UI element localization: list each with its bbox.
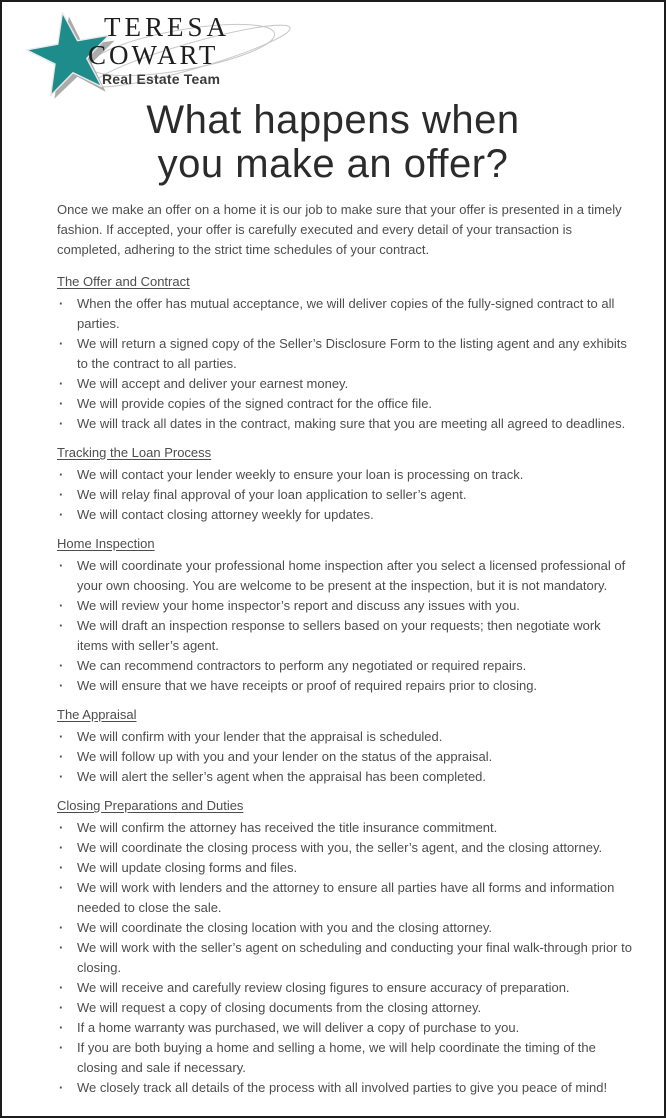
bullet-item: · We will contact your lender weekly to ensure your loan is processing on track. — [57, 465, 634, 485]
intro-paragraph: Once we make an offer on a home it is our job to make sure that your offer is presented in a timely fashion. If accepted, your offer is carefully executed and every detail of your transaction is completed, adhering to the strict time schedules of your contract. — [57, 202, 622, 257]
bullet-list — [57, 465, 634, 525]
bullet-item: · We closely track all details of the process with all involved parties to give you peace of mind! — [57, 1078, 634, 1098]
page-title-line1: What happens when — [146, 98, 520, 142]
page-title-line2: you make an offer? — [157, 142, 509, 186]
bullet-item: · If a home warranty was purchased, we will deliver a copy of purchase to you. — [57, 1018, 634, 1038]
bullet-item: · We will work with the seller’s agent on scheduling and conducting your final walk-through prior to closing. — [57, 938, 634, 978]
bullet-item: · We will provide copies of the signed contract for the office file. — [57, 394, 634, 414]
document-body — [2, 200, 664, 1098]
bullet-item: · We will confirm the attorney has received the title insurance commitment. — [57, 818, 634, 838]
page-title — [2, 98, 664, 186]
bullet-item: · We will draft an inspection response to sellers based on your requests; then negotiate work items with seller’s agent. — [57, 616, 634, 656]
bullet-item: · We can recommend contractors to perform any negotiated or required repairs. — [57, 656, 634, 676]
bullet-item: · We will follow up with you and your lender on the status of the appraisal. — [57, 747, 634, 767]
bullet-item: · We will alert the seller’s agent when the appraisal has been completed. — [57, 767, 634, 787]
bullet-list — [57, 818, 634, 1098]
bullet-item: · If you are both buying a home and selling a home, we will help coordinate the timing of the closing and sale if necessary. — [57, 1038, 634, 1078]
bullet-item: · We will ensure that we have receipts or proof of required repairs prior to closing. — [57, 676, 634, 696]
document-section — [57, 443, 634, 525]
bullet-list — [57, 294, 634, 434]
bullet-item: · We will work with lenders and the attorney to ensure all parties have all forms and information needed to close the sale. — [57, 878, 634, 918]
bullet-item: · We will accept and deliver your earnest money. — [57, 374, 634, 394]
bullet-item: · We will relay final approval of your loan application to seller’s agent. — [57, 485, 634, 505]
bullet-item: · We will update closing forms and files. — [57, 858, 634, 878]
document-section — [57, 272, 634, 434]
bullet-item: · We will contact closing attorney weekly for updates. — [57, 505, 634, 525]
bullet-list — [57, 727, 634, 787]
bullet-list — [57, 556, 634, 696]
bullet-item: · We will coordinate the closing location with you and the closing attorney. — [57, 918, 634, 938]
logo-name-line1: TERESA — [104, 12, 231, 42]
document-section — [57, 534, 634, 696]
bullet-item: · We will return a signed copy of the Seller’s Disclosure Form to the listing agent and any exhibits to the contract to all parties. — [57, 334, 634, 374]
bullet-item: · We will request a copy of closing documents from the closing attorney. — [57, 998, 634, 1018]
logo-name-line2: COWART — [88, 40, 219, 70]
section-heading: Tracking the Loan Process — [57, 445, 212, 460]
bullet-item: · We will receive and carefully review closing figures to ensure accuracy of preparation. — [57, 978, 634, 998]
bullet-item: · When the offer has mutual acceptance, we will deliver copies of the fully-signed contract to all parties. — [57, 294, 634, 334]
bullet-item: · We will coordinate the closing process with you, the seller’s agent, and the closing attorney. — [57, 838, 634, 858]
section-heading: The Appraisal — [57, 707, 137, 722]
section-heading: Home Inspection — [57, 536, 155, 551]
bullet-item: · We will confirm with your lender that the appraisal is scheduled. — [57, 727, 634, 747]
bullet-item: · We will coordinate your professional home inspection after you select a licensed professional of your own choosing. You are welcome to be present at the inspection, but it is not mandatory. — [57, 556, 634, 596]
document-section — [57, 796, 634, 1098]
bullet-item: · We will track all dates in the contract, making sure that you are meeting all agreed to deadlines. — [57, 414, 634, 434]
section-heading: The Offer and Contract — [57, 274, 190, 289]
logo-text — [88, 14, 230, 86]
logo-tagline: Real Estate Team — [102, 71, 221, 87]
document-section — [57, 705, 634, 787]
bullet-item: · We will review your home inspector’s report and discuss any issues with you. — [57, 596, 634, 616]
brand-logo — [2, 2, 664, 94]
section-heading: Closing Preparations and Duties — [57, 798, 244, 813]
sections-container — [57, 272, 634, 1098]
